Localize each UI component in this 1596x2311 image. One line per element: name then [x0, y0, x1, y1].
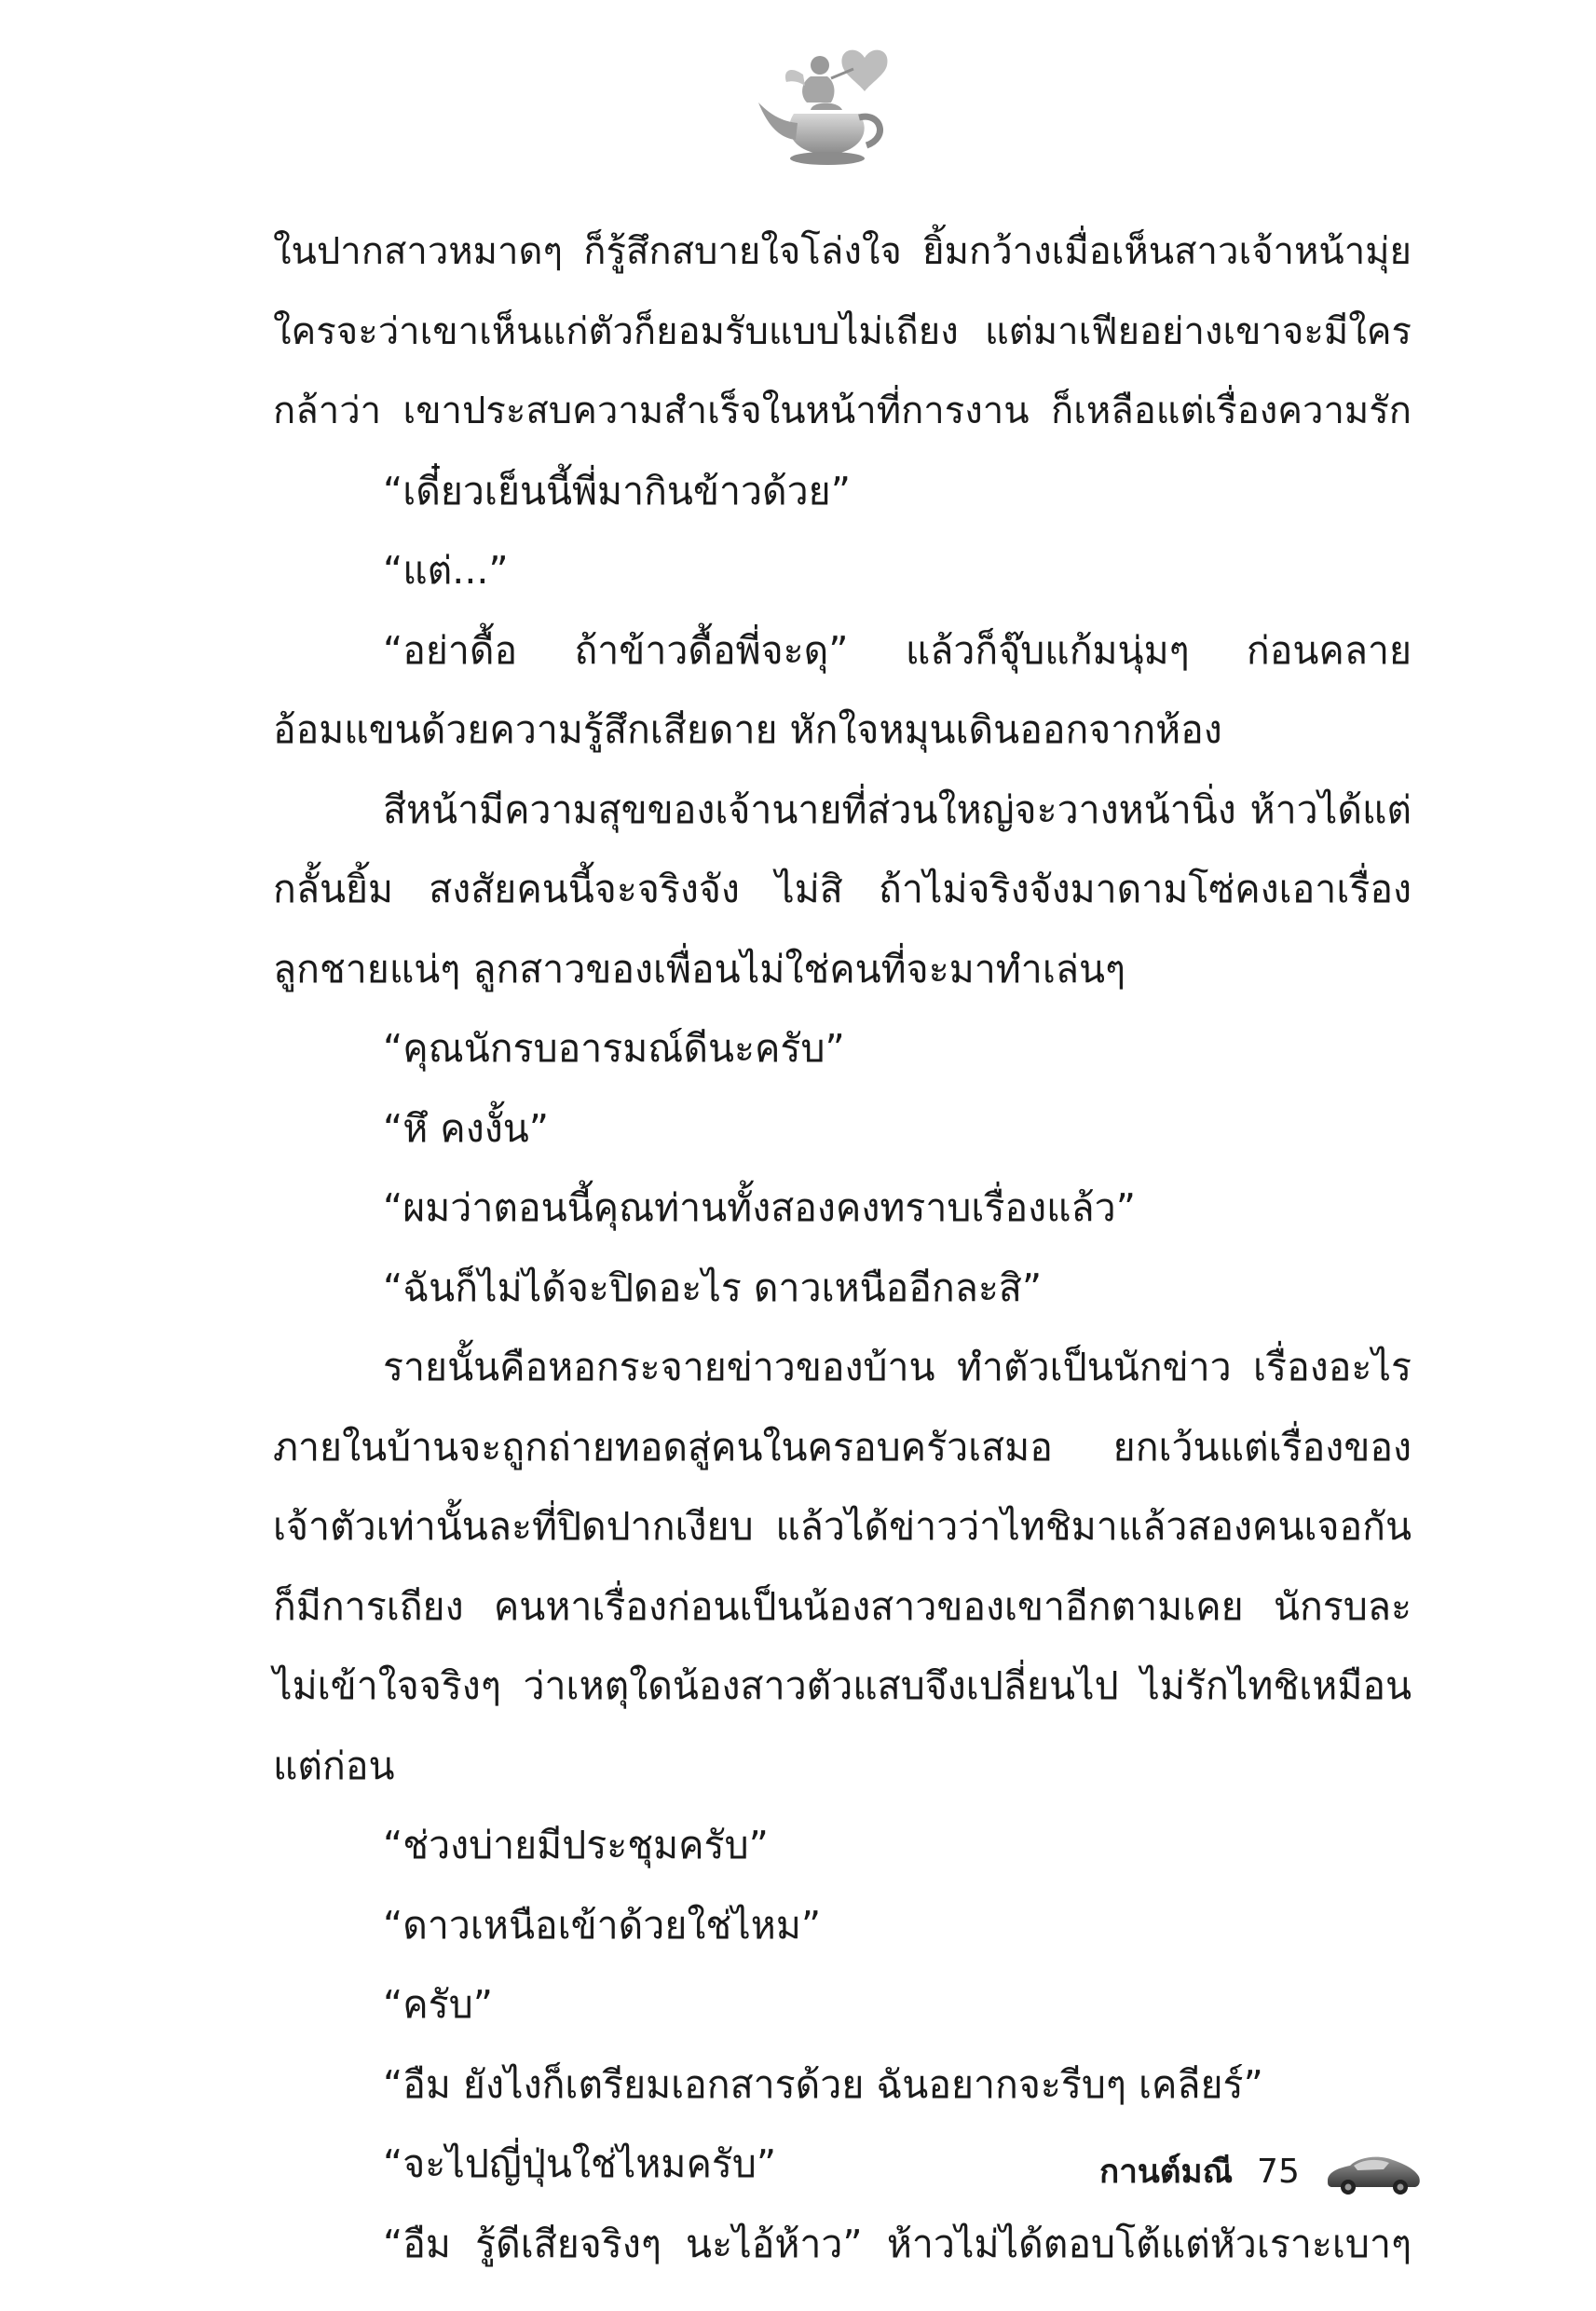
text-line: “ผมว่าตอนนี้คุณท่านทั้งสองคงทราบเรื่องแล้ว”	[383, 1185, 1136, 1230]
text-line: “อืม ยังไงก็เตรียมเอกสารด้วย ฉันอยากจะรีบๆ เคลียร์”	[383, 2061, 1263, 2107]
book-title: กานต์มณี	[1099, 2153, 1234, 2191]
text-line: “ดาวเหนือเข้าด้วยใช่ไหม”	[383, 1902, 822, 1948]
text-line: ภายในบ้านจะถูกถ่ายทอดสู่คนในครอบครัวเสมอ ยกเว้นแต่เรื่องของ	[273, 1424, 1412, 1470]
text-line: กล้าว่า เขาประสบความสำเร็จในหน้าที่การงาน ก็เหลือแต่เรื่องความรัก	[273, 390, 1412, 432]
text-line: อ้อมแขนด้วยความรู้สึกเสียดาย หักใจหมุนเดินออกจากห้อง	[273, 707, 1222, 752]
text-line: “ครับ”	[383, 1982, 493, 2027]
text-line: “อย่าดื้อ ถ้าข้าวดื้อพี่จะดุ” แล้วก็จุ๊บแก้มนุ่มๆ ก่อนคลาย	[383, 627, 1412, 673]
text-line: ใครจะว่าเขาเห็นแก่ตัวก็ยอมรับแบบไม่เถียง แต่มาเฟียอย่างเขาจะมีใคร	[273, 309, 1412, 353]
teapot-cupid-icon	[745, 37, 913, 177]
text-line: แต่ก่อน	[273, 1743, 395, 1788]
text-line: “คุณนักรบอารมณ์ดีนะครับ”	[383, 1026, 845, 1071]
text-line: รายนั้นคือหอกระจายข่าวของบ้าน ทำตัวเป็นนักข่าว เรื่องอะไร	[383, 1345, 1412, 1389]
car-icon	[1322, 2145, 1425, 2197]
text-line: “แต่...”	[383, 548, 509, 593]
text-line: “ช่วงบ่ายมีประชุมครับ”	[383, 1823, 769, 1867]
text-line: “ฉันก็ไม่ได้จะปิดอะไร ดาวเหนืออีกละสิ”	[383, 1265, 1043, 1310]
body-text	[273, 212, 1412, 2284]
text-line: “อืม รู้ดีเสียจริงๆ นะไอ้ห้าว” ห้าวไม่ได้ตอบโต้แต่หัวเราะเบาๆ	[383, 2221, 1412, 2266]
page-footer	[1099, 2143, 1425, 2199]
text-line: “เดี๋ยวเย็นนี้พี่มากินข้าวด้วย”	[383, 468, 851, 513]
text-line: “จะไปญี่ปุ่นใช่ไหมครับ”	[383, 2141, 777, 2186]
text-line: สีหน้ามีความสุขของเจ้านายที่ส่วนใหญ่จะวางหน้านิ่ง ห้าวได้แต่	[383, 786, 1412, 832]
page-number: 75	[1257, 2152, 1300, 2191]
text-line: ในปากสาวหมาดๆ ก็รู้สึกสบายใจโล่งใจ ยิ้มกว้างเมื่อเห็นสาวเจ้าหน้ามุ่ย	[273, 230, 1412, 273]
text-line: กลั้นยิ้ม สงสัยคนนี้จะจริงจัง ไม่สิ ถ้าไม่จริงจังมาดามโซ่คงเอาเรื่อง	[273, 867, 1412, 911]
text-line: ไม่เข้าใจจริงๆ ว่าเหตุใดน้องสาวตัวแสบจึงเปลี่ยนไป ไม่รักไทชิเหมือน	[273, 1663, 1412, 1708]
text-line: “หึ คงงั้น”	[383, 1105, 550, 1151]
text-line: ลูกชายแน่ๆ ลูกสาวของเพื่อนไม่ใช่คนที่จะมาทำเล่นๆ	[273, 946, 1126, 991]
text-line: เจ้าตัวเท่านั้นละที่ปิดปากเงียบ แล้วได้ข่าวว่าไทชิมาแล้วสองคนเจอกัน	[273, 1504, 1412, 1549]
text-line: ก็มีการเถียง คนหาเรื่องก่อนเป็นน้องสาวของเขาอีกตามเคย นักรบละ	[273, 1583, 1412, 1629]
